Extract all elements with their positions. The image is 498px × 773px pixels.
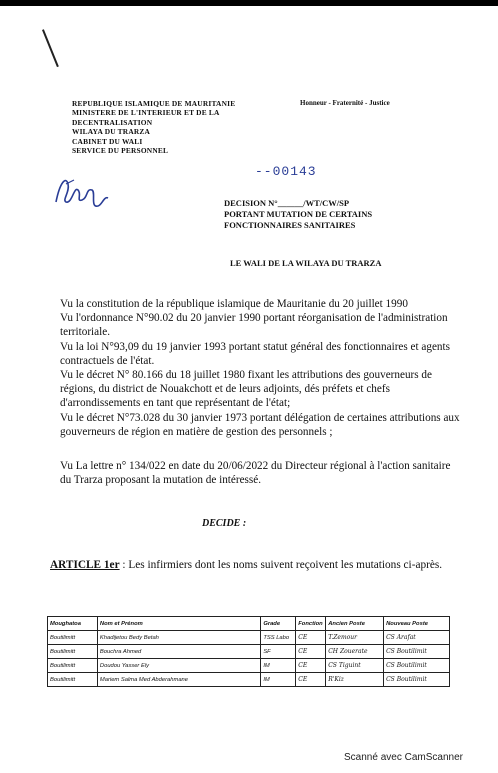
table-cell: CE	[296, 673, 326, 687]
column-header: Moughatoa	[48, 617, 98, 631]
visa-item: Vu la constitution de la république islamique de Mauritanie du 20 juillet 1990	[60, 298, 408, 310]
table-cell: TSS Labo	[261, 631, 296, 645]
table-cell: CS Arafat	[384, 631, 450, 645]
column-header: Nom et Prénom	[97, 617, 260, 631]
header-line: WILAYA DU TRARZA	[72, 127, 151, 137]
scan-top-border	[0, 0, 498, 6]
header-line: CABINET DU WALI	[72, 136, 143, 146]
column-header: Nouveau Poste	[384, 617, 450, 631]
column-header: Ancien Poste	[326, 617, 384, 631]
visa-item: Vu le décret N°73.028 du 30 janvier 1973 portant délégation de certaines attributions aux gouverneurs de région en matière de gestion des personnels ;	[60, 411, 460, 438]
table-cell: CS Boutilimit	[384, 645, 450, 659]
header-line: DECENTRALISATION	[72, 117, 153, 127]
national-motto: Honneur - Fraternité - Justice	[300, 99, 390, 107]
table-cell: Mariem Salma Med Abderahmane	[97, 673, 260, 687]
pen-mark	[42, 29, 59, 67]
reference-letter: Vu La lettre n° 134/022 en date du 20/06/2022 du Directeur régional à l'action sanitaire du Trarza proposant la mutation de intéressé.	[60, 460, 451, 487]
handwritten-signature	[52, 172, 112, 217]
table-cell: Boutilimitt	[48, 631, 98, 645]
table-row	[48, 645, 450, 659]
column-header: Fonction	[296, 617, 326, 631]
table-row	[48, 673, 450, 687]
column-header: Grade	[261, 617, 296, 631]
visa-item: Vu le décret N° 80.166 du 18 juillet 1980 fixant les attributions des gouverneurs de régions, du district de Nouakchott et de leurs adjoints, dés préfets et chefs d'arrondissements en tant que représentant de l'état;	[60, 369, 432, 410]
table-cell: CS Tiguint	[326, 659, 384, 673]
table-cell: Doudou Yasser Ely	[97, 659, 260, 673]
table-cell: CS Boutilimit	[384, 659, 450, 673]
authority-title: LE WALI DE LA WILAYA DU TRARZA	[230, 258, 382, 268]
table-cell: Boutilimitt	[48, 673, 98, 687]
table-cell: Boutilimitt	[48, 645, 98, 659]
decision-line: DECISION N°______/WT/CW/SP	[224, 198, 350, 208]
table-row	[48, 659, 450, 673]
table-header-row	[48, 617, 450, 631]
mutation-table	[47, 616, 450, 687]
scanner-watermark: Scanné avec CamScanner	[344, 752, 463, 763]
table-cell: SF	[261, 645, 296, 659]
table-row	[48, 631, 450, 645]
table-cell: IM	[261, 659, 296, 673]
table-cell: Khadijetou Bedy Betah	[97, 631, 260, 645]
table-cell: CH Zouerate	[326, 645, 384, 659]
header-line: MINISTERE DE L'INTERIEUR ET DE LA	[72, 108, 220, 118]
article-1	[50, 558, 460, 573]
table-cell: IM	[261, 673, 296, 687]
decision-number-stamp: --00143	[255, 164, 317, 179]
decide-heading: DECIDE :	[202, 518, 247, 529]
header-line: REPUBLIQUE ISLAMIQUE DE MAURITANIE	[72, 99, 236, 108]
decision-line: PORTANT MUTATION DE CERTAINS	[224, 209, 373, 219]
table-cell: CE	[296, 631, 326, 645]
visas-section	[60, 297, 460, 439]
table-cell: CE	[296, 659, 326, 673]
ministry-header	[72, 99, 235, 155]
article-label: ARTICLE 1er	[50, 559, 120, 571]
table-cell: T.Zemour	[326, 631, 384, 645]
visa-item: Vu la loi N°93,09 du 19 janvier 1993 portant statut général des fonctionnaires et agents contractuels de l'état.	[60, 340, 450, 367]
table-cell: Bouchra Ahmed	[97, 645, 260, 659]
table-cell: R'Kiz	[326, 673, 384, 687]
decision-title	[224, 198, 372, 231]
visa-item: Vu l'ordonnance N°90.02 du 20 janvier 1990 portant réorganisation de l'administration territoriale.	[60, 312, 448, 339]
decision-line: FONCTIONNAIRES SANITAIRES	[224, 220, 356, 230]
table-cell: CS Boutilimit	[384, 673, 450, 687]
article-text: : Les infirmiers dont les noms suivent reçoivent les mutations ci-après.	[122, 559, 443, 571]
table-cell: CE	[296, 645, 326, 659]
header-line: SERVICE DU PERSONNEL	[72, 146, 169, 156]
table-cell: Boutilimitt	[48, 659, 98, 673]
